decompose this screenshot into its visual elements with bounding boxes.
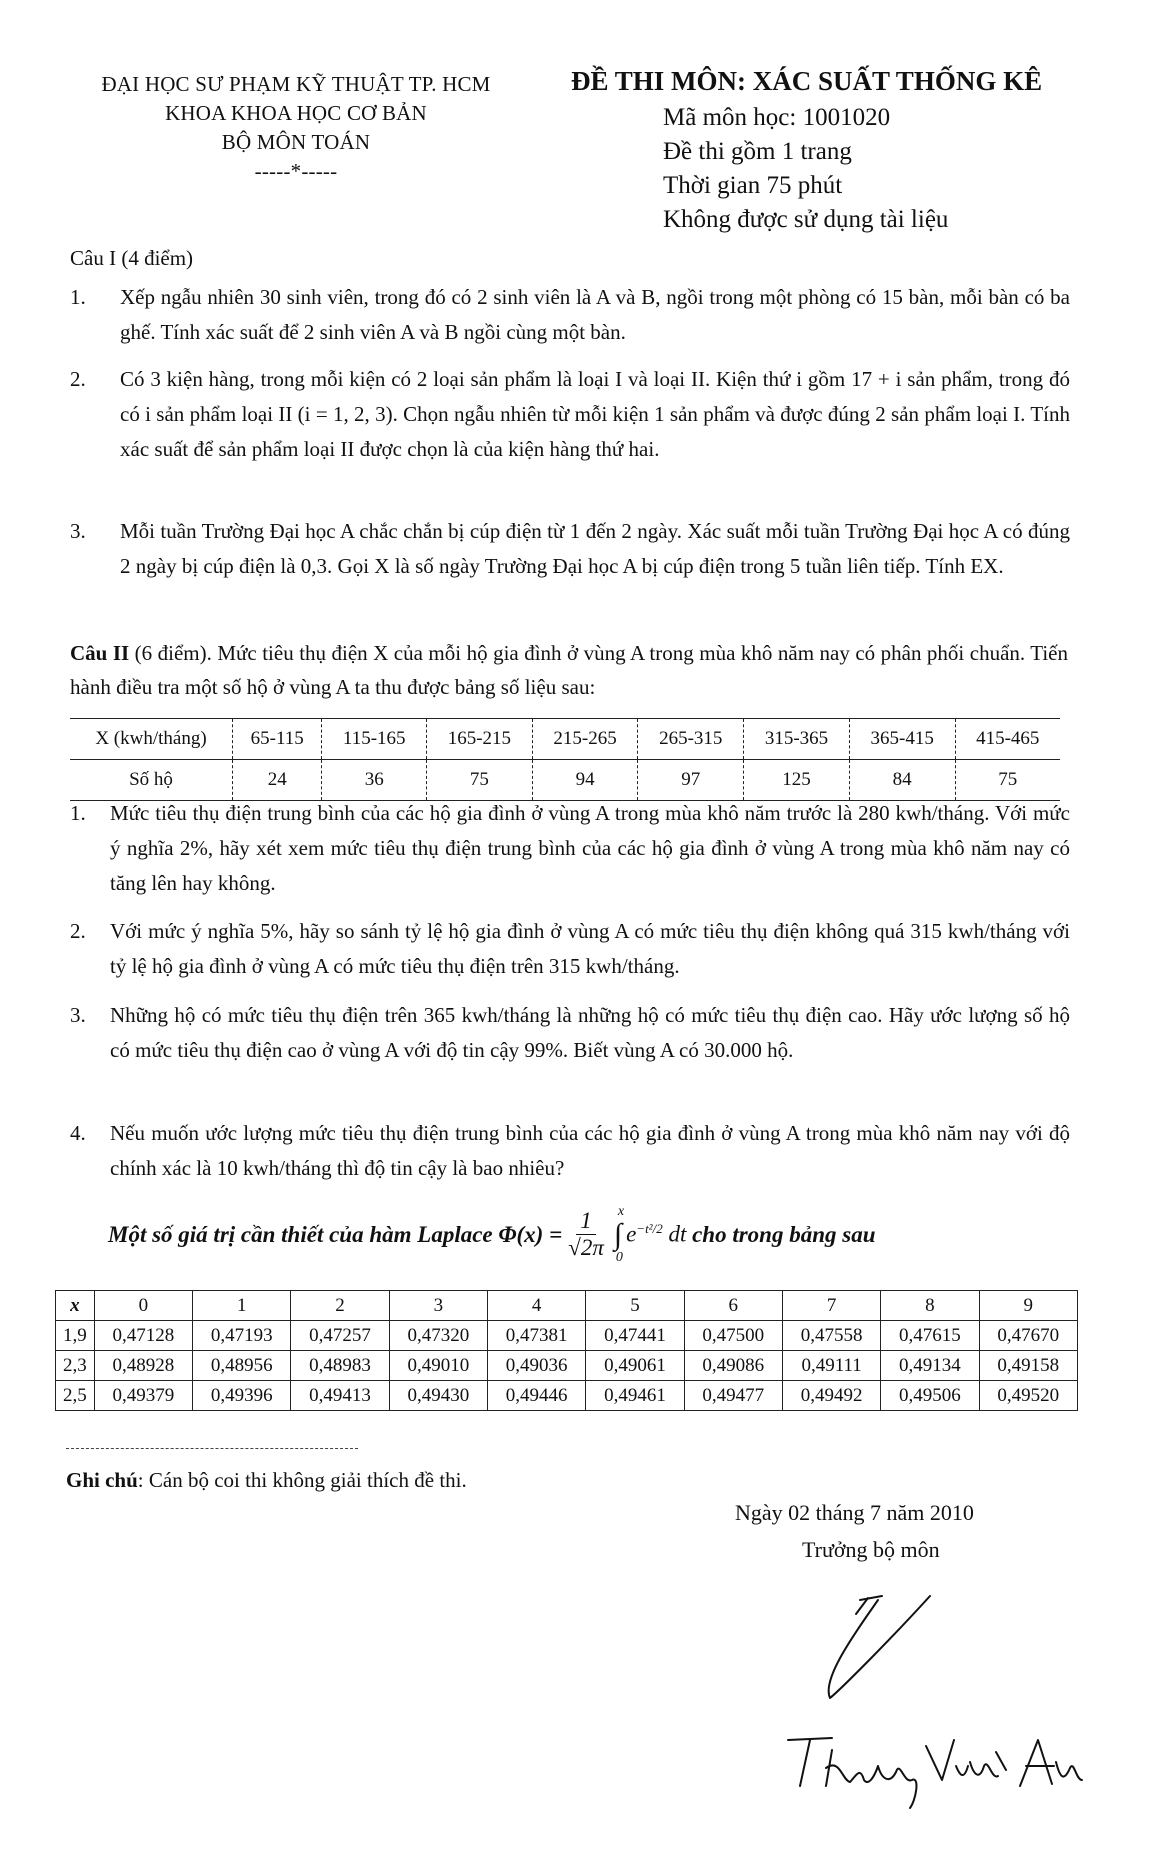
section-1-title: Câu I (4 điểm) bbox=[70, 246, 194, 270]
table-cell: 0,49430 bbox=[389, 1381, 487, 1411]
table-cell: 0,49492 bbox=[782, 1381, 880, 1411]
row-label: Số hộ bbox=[129, 769, 173, 790]
fraction-denominator: √2π bbox=[568, 1235, 604, 1260]
table-cell: 0,49379 bbox=[94, 1381, 192, 1411]
table-cell: 0,47257 bbox=[291, 1321, 389, 1351]
table-cell: 65-115 bbox=[233, 719, 322, 760]
signing-date: Ngày 02 tháng 7 năm 2010 bbox=[735, 1500, 974, 1525]
table-cell: 0,49086 bbox=[684, 1351, 782, 1381]
laplace-caption bbox=[108, 1203, 876, 1265]
table-cell: 0,47128 bbox=[94, 1321, 192, 1351]
question-1-2 bbox=[70, 362, 1070, 467]
question-2-4 bbox=[70, 1116, 1070, 1186]
table-row bbox=[56, 1381, 1078, 1411]
table-cell: 0,47615 bbox=[881, 1321, 979, 1351]
table-cell: 0,47441 bbox=[586, 1321, 684, 1351]
handwritten-signature bbox=[770, 1590, 1100, 1840]
table-cell: 215-265 bbox=[532, 719, 638, 760]
section-2-intro-text: (6 điểm). Mức tiêu thụ điện X của mỗi hộ gia đình ở vùng A trong mùa khô năm nay có phân phối chuẩn. Tiến hành điều tra một số hộ ở vùng A ta thu được bảng số liệu sau: bbox=[70, 641, 1068, 699]
institution-block bbox=[72, 70, 520, 186]
integral-sign: ∫ x 0 bbox=[613, 1203, 625, 1265]
table-cell: 0,47500 bbox=[684, 1321, 782, 1351]
table-row bbox=[56, 1321, 1078, 1351]
question-number: 3. bbox=[70, 519, 86, 543]
integrand bbox=[626, 1221, 686, 1248]
table-cell: 415-465 bbox=[955, 719, 1060, 760]
table-cell: 0,49111 bbox=[782, 1351, 880, 1381]
section-2-intro bbox=[70, 636, 1068, 704]
table-row bbox=[70, 760, 1060, 801]
table-cell: 0,48983 bbox=[291, 1351, 389, 1381]
table-row bbox=[70, 719, 1060, 760]
table-cell: 75 bbox=[427, 760, 533, 801]
table-cell: 0,49446 bbox=[488, 1381, 586, 1411]
table-cell: 2,3 bbox=[56, 1351, 95, 1381]
question-text: Có 3 kiện hàng, trong mỗi kiện có 2 loại sản phẩm là loại I và loại II. Kiện thứ i gồm 17 + i sản phẩm, trong đó có i sản phẩm loại II (i = 1, 2, 3). Chọn ngẫu nhiên từ mỗi kiện 1 sản phẩm và được đúng 2 sản phẩm loại I. Tính xác suất để sản phẩm loại II được chọn là của kiện hàng thứ hai. bbox=[120, 367, 1070, 461]
header-cell: 6 bbox=[684, 1291, 782, 1321]
question-text: Xếp ngẫu nhiên 30 sinh viên, trong đó có 2 sinh viên là A và B, ngồi trong một phòng có 15 bàn, mỗi bàn có ba ghế. Tính xác suất để 2 sinh viên A và B ngồi cùng một bàn. bbox=[120, 285, 1070, 344]
table-cell: 2,5 bbox=[56, 1381, 95, 1411]
note-text: : Cán bộ coi thi không giải thích đề thi. bbox=[137, 1468, 467, 1492]
faculty-name: KHOA KHOA HỌC CƠ BẢN bbox=[165, 101, 427, 125]
footer-note bbox=[66, 1468, 467, 1493]
table-cell: 265-315 bbox=[638, 719, 744, 760]
table-cell: 0,49134 bbox=[881, 1351, 979, 1381]
header-cell: 5 bbox=[586, 1291, 684, 1321]
header-cell: 3 bbox=[389, 1291, 487, 1321]
table-cell: 0,47320 bbox=[389, 1321, 487, 1351]
laplace-caption-before: Một số giá trị cần thiết của hàm Laplace Φ(x) = bbox=[108, 1221, 563, 1247]
table-cell: 0,48928 bbox=[94, 1351, 192, 1381]
table-cell: 84 bbox=[849, 760, 955, 801]
table-cell: 0,49061 bbox=[586, 1351, 684, 1381]
table-cell: 24 bbox=[233, 760, 322, 801]
table-cell: 0,49158 bbox=[979, 1351, 1077, 1381]
section-2-title: Câu II bbox=[70, 641, 130, 665]
table-cell: 97 bbox=[638, 760, 744, 801]
table-cell: 0,47381 bbox=[488, 1321, 586, 1351]
laplace-caption-after: cho trong bảng sau bbox=[692, 1221, 876, 1247]
integral-upper: x bbox=[617, 1203, 625, 1219]
row-label: X (kwh/tháng) bbox=[70, 719, 233, 760]
table-cell: 94 bbox=[532, 760, 638, 801]
table-cell: 75 bbox=[955, 760, 1060, 801]
survey-data-table bbox=[70, 718, 1060, 801]
table-cell: 125 bbox=[744, 760, 850, 801]
materials-rule: Không được sử dụng tài liệu bbox=[663, 206, 949, 233]
question-number: 1. bbox=[70, 285, 86, 309]
table-cell: 115-165 bbox=[322, 719, 427, 760]
header-cell: 2 bbox=[291, 1291, 389, 1321]
question-text: Nếu muốn ước lượng mức tiêu thụ điện trung bình của các hộ gia đình ở vùng A trong mùa khô năm nay với độ chính xác là 10 kwh/tháng thì độ tin cậy là bao nhiêu? bbox=[110, 1121, 1070, 1180]
header-cell: 7 bbox=[782, 1291, 880, 1321]
fraction-numerator: 1 bbox=[576, 1208, 596, 1235]
integral-lower: 0 bbox=[615, 1249, 623, 1265]
question-1-1 bbox=[70, 280, 1070, 350]
integral-dt: dt bbox=[668, 1221, 687, 1247]
table-cell: 315-365 bbox=[744, 719, 850, 760]
table-cell: 165-215 bbox=[427, 719, 533, 760]
header-cell: 8 bbox=[881, 1291, 979, 1321]
table-cell: 1,9 bbox=[56, 1321, 95, 1351]
question-1-3 bbox=[70, 514, 1070, 584]
table-cell: 36 bbox=[322, 760, 427, 801]
university-name: ĐẠI HỌC SƯ PHẠM KỸ THUẬT TP. HCM bbox=[101, 72, 491, 96]
table-cell: 0,49477 bbox=[684, 1381, 782, 1411]
laplace-table bbox=[55, 1290, 1078, 1411]
question-text: Mỗi tuần Trường Đại học A chắc chắn bị cúp điện từ 1 đến 2 ngày. Xác suất mỗi tuần Trường Đại học A có đúng 2 ngày bị cúp điện là 0,3. Gọi X là số ngày Trường Đại học A bị cúp điện trong 5 tuần liên tiếp. Tính EX. bbox=[120, 519, 1070, 578]
header-separator: -----*----- bbox=[254, 159, 338, 183]
exam-duration: Thời gian 75 phút bbox=[663, 172, 843, 199]
table-cell: 365-415 bbox=[849, 719, 955, 760]
table-header-row bbox=[56, 1291, 1078, 1321]
question-number: 2. bbox=[70, 919, 86, 943]
question-text: Những hộ có mức tiêu thụ điện trên 365 kwh/tháng là những hộ có mức tiêu thụ điện cao. Hãy ước lượng số hộ có mức tiêu thụ điện cao ở vùng A với độ tin cậy 99%. Biết vùng A có 30.000 hộ. bbox=[110, 1003, 1070, 1062]
table-cell: 0,49506 bbox=[881, 1381, 979, 1411]
table-cell: 0,47193 bbox=[193, 1321, 291, 1351]
department-name: BỘ MÔN TOÁN bbox=[221, 130, 371, 154]
page-count: Đề thi gồm 1 trang bbox=[663, 138, 852, 165]
table-cell: 0,49461 bbox=[586, 1381, 684, 1411]
question-2-2 bbox=[70, 914, 1070, 984]
integrand-exponent: −t²/2 bbox=[636, 1221, 663, 1237]
integrand-base: e bbox=[626, 1221, 637, 1247]
table-cell: 0,49413 bbox=[291, 1381, 389, 1411]
course-code: Mã môn học: 1001020 bbox=[663, 104, 891, 131]
header-cell: 0 bbox=[94, 1291, 192, 1321]
table-cell: 0,49396 bbox=[193, 1381, 291, 1411]
signer-role: Trưởng bộ môn bbox=[802, 1537, 940, 1562]
table-cell: 0,49520 bbox=[979, 1381, 1077, 1411]
header-cell: x bbox=[56, 1291, 95, 1321]
exam-title: ĐỀ THI MÔN: XÁC SUẤT THỐNG KÊ bbox=[571, 66, 1043, 96]
header-cell: 1 bbox=[193, 1291, 291, 1321]
note-label: Ghi chú bbox=[66, 1468, 138, 1492]
table-cell: 0,47558 bbox=[782, 1321, 880, 1351]
table-cell: 0,48956 bbox=[193, 1351, 291, 1381]
question-2-3 bbox=[70, 998, 1070, 1068]
question-number: 3. bbox=[70, 1003, 86, 1027]
question-number: 4. bbox=[70, 1121, 86, 1145]
table-cell: 0,49036 bbox=[488, 1351, 586, 1381]
exam-info-block bbox=[663, 101, 948, 237]
table-cell: 0,49010 bbox=[389, 1351, 487, 1381]
question-number: 2. bbox=[70, 367, 86, 391]
table-row bbox=[56, 1351, 1078, 1381]
divider bbox=[66, 1448, 358, 1449]
question-text: Với mức ý nghĩa 5%, hãy so sánh tỷ lệ hộ gia đình ở vùng A có mức tiêu thụ điện không quá 315 kwh/tháng với tỷ lệ hộ gia đình ở vùng A có mức tiêu thụ điện trên 315 kwh/tháng. bbox=[110, 919, 1070, 978]
question-text: Mức tiêu thụ điện trung bình của các hộ gia đình ở vùng A trong mùa khô năm trước là 280 kwh/tháng. Với mức ý nghĩa 2%, hãy xét xem mức tiêu thụ điện trung bình của các hộ gia đình ở vùng A trong mùa khô năm nay có tăng lên hay không. bbox=[110, 801, 1070, 895]
table-cell: 0,47670 bbox=[979, 1321, 1077, 1351]
question-2-1 bbox=[70, 796, 1070, 901]
header-cell: 4 bbox=[488, 1291, 586, 1321]
header-cell: 9 bbox=[979, 1291, 1077, 1321]
question-number: 1. bbox=[70, 801, 86, 825]
laplace-fraction bbox=[568, 1208, 604, 1261]
